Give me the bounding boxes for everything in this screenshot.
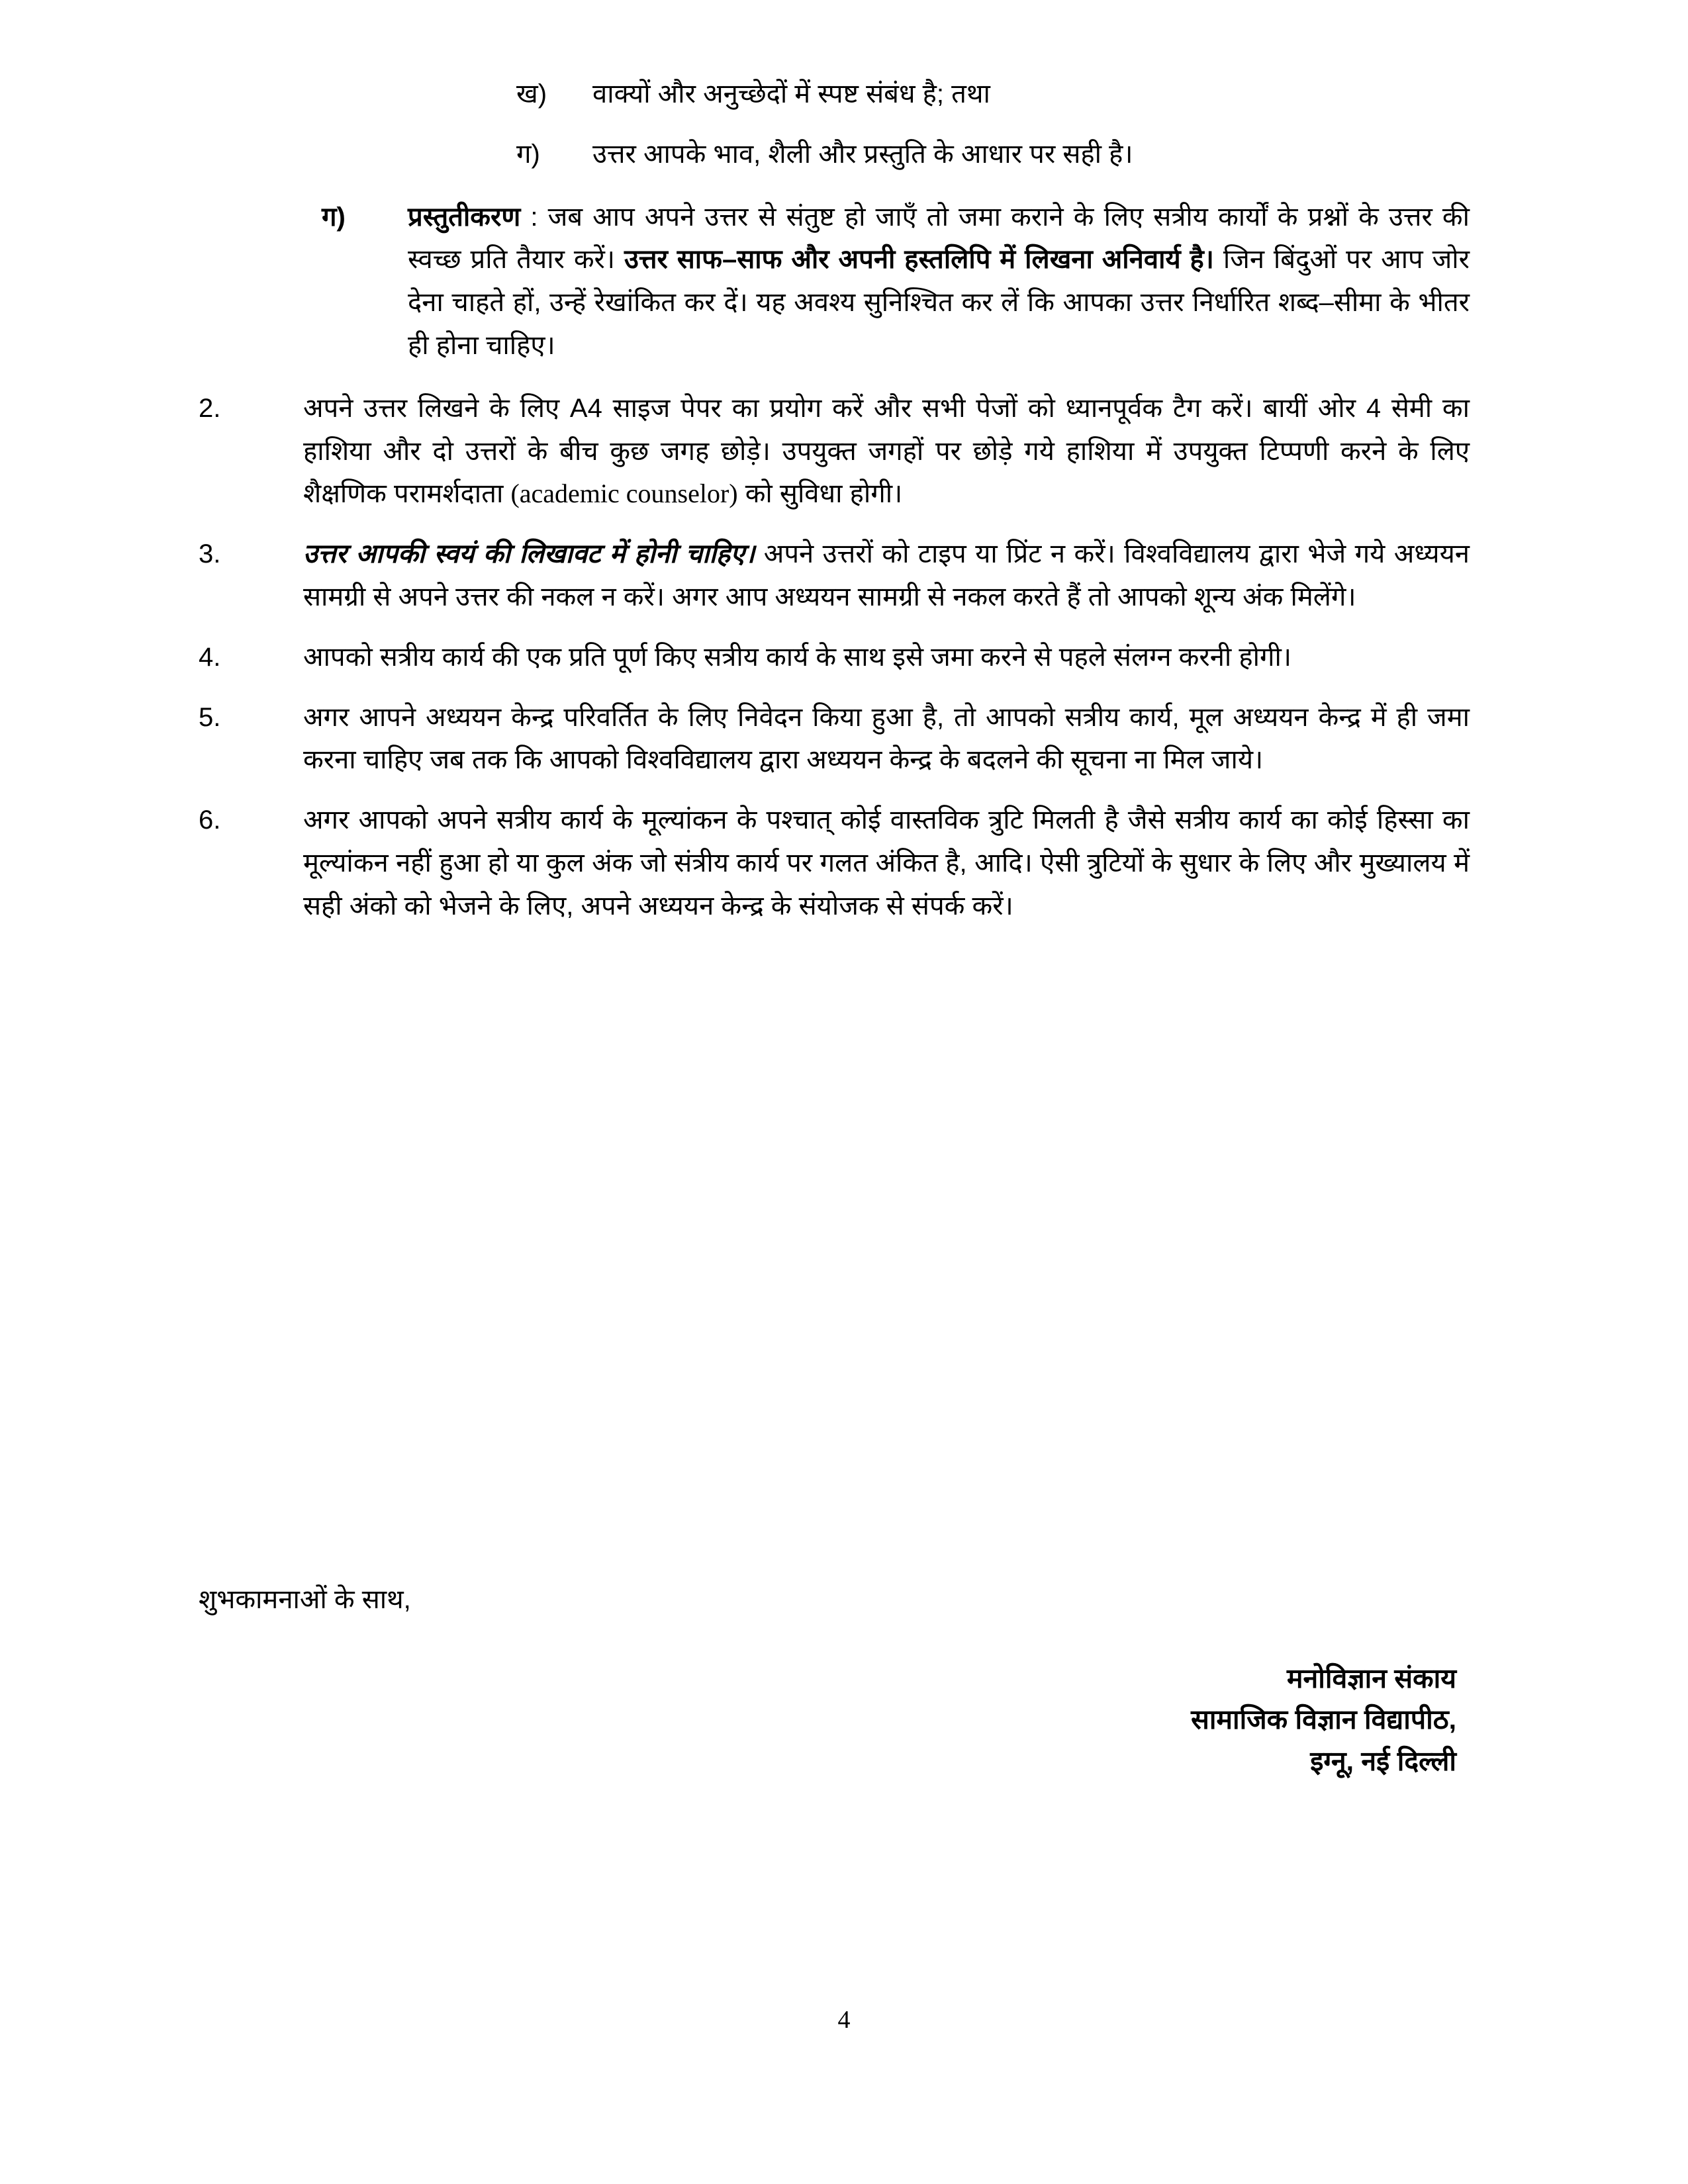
numbered-item-2-text xyxy=(303,387,1470,516)
signature-block xyxy=(1191,1658,1456,1782)
signature-line-school: सामाजिक विज्ञान विद्यापीठ, xyxy=(1191,1704,1456,1735)
item-ga-marker: ग) xyxy=(322,202,346,232)
item-ga-bold-emphasis: उत्तर साफ–साफ और अपनी हस्तलिपि में लिखना अनिवार्य है। xyxy=(624,245,1214,275)
numbered-item-4-text: आपको सत्रीय कार्य की एक प्रति पूर्ण किए सत्रीय कार्य के साथ इसे जमा करने से पहले संलग्न करनी होगी। xyxy=(303,642,1292,672)
numbered-item-4-marker: 4. xyxy=(199,642,221,672)
numbered-item-6-marker: 6. xyxy=(199,805,221,835)
numbered-item-4 xyxy=(199,636,1470,679)
numbered-item-2-marker: 2. xyxy=(199,393,221,423)
signature-line-faculty: मनोविज्ञान संकाय xyxy=(1287,1663,1456,1694)
numbered-item-6 xyxy=(199,799,1470,927)
numbered-item-2 xyxy=(199,387,1470,516)
item-ga-presentation xyxy=(322,196,1470,367)
numbered-item-3-emphasis: उत्तर आपकी स्वयं की लिखावट में होनी चाहिए। xyxy=(303,539,755,569)
numbered-item-3 xyxy=(199,533,1470,619)
numbered-item-5 xyxy=(199,696,1470,782)
subitem-kha-marker: ख) xyxy=(516,79,547,109)
numbered-item-3-marker: 3. xyxy=(199,539,221,569)
numbered-item-2-roman: (academic counselor) xyxy=(510,478,738,509)
page-number-footer: 4 xyxy=(837,2006,851,2034)
subitem-kha-text: वाक्यों और अनुच्छेदों में स्पष्ट संबंध है; तथा xyxy=(592,79,990,109)
subitem-ga xyxy=(516,133,1470,176)
numbered-item-3-part2: अपने उत्तरों को टाइप या प्रिंट न करें। विश्वविद्यालय द्वारा भेजे गये अध्ययन सामग्री से अपने उत्तर की नकल न करें। अगर आप अध्ययन सामग्री से नकल करते हैं तो आपको शून्य अंक मिलेंगे। xyxy=(303,539,1470,612)
item-ga-text-part2: जिन बिंदुओं पर आप जोर देना चाहते हों, उन्हें रेखांकित कर दें। यह अवश्य सुनिश्चित कर लें कि आपका उत्तर निर्धारित शब्द–सीमा के भीतर ही होना चाहिए। xyxy=(408,245,1470,360)
numbered-item-5-text: अगर आपने अध्ययन केन्द्र परिवर्तित के लिए निवेदन किया हुआ है, तो आपको सत्रीय कार्य, मूल अध्ययन केन्द्र में ही जमा करना चाहिए जब तक कि आपको विश्वविद्यालय द्वारा अध्ययन केन्द्र के बदलने की सूचना ना मिल जाये। xyxy=(303,702,1470,775)
numbered-item-3-text xyxy=(303,533,1470,619)
document-body xyxy=(199,73,1470,937)
closing-salutation: शुभकामनाओं के साथ, xyxy=(199,1585,411,1614)
subitem-kha xyxy=(516,73,1470,116)
item-ga-text xyxy=(408,196,1470,367)
subitem-ga-marker: ग) xyxy=(516,139,540,169)
item-ga-heading: प्रस्तुतीकरण xyxy=(408,202,521,232)
numbered-item-6-text: अगर आपको अपने सत्रीय कार्य के मूल्यांकन के पश्चात् कोई वास्तविक त्रुटि मिलती है जैसे सत्रीय कार्य का कोई हिस्सा का मूल्यांकन नहीं हुआ हो या कुल अंक जो संत्रीय कार्य पर गलत अंकित है, आदि। ऐसी त्रुटियों के सुधार के लिए और मुख्यालय में सही अंको को भेजने के लिए, अपने अध्ययन केन्द्र के संयोजक से संपर्क करें। xyxy=(303,805,1470,921)
item-ga-text-part1: : जब आप अपने उत्तर से संतुष्ट हो जाएँ तो जमा कराने के लिए सत्रीय कार्यों के प्रश्नों के उत्तर की स्वच्छ प्रति तैयार करें। xyxy=(408,202,1470,275)
numbered-item-2-part1: अपने उत्तर लिखने के लिए A4 साइज पेपर का प्रयोग करें और सभी पेजों को ध्यानपूर्वक टैग करें। बायीं ओर 4 सेमी का हाशिया और दो उत्तरों के बीच कुछ जगह छोड़े। उपयुक्त जगहों पर छोड़े गये हाशिया में उपयुक्त टिप्पणी करने के लिए शैक्षणिक परामर्शदाता xyxy=(303,393,1470,509)
subitem-ga-text: उत्तर आपके भाव, शैली और प्रस्तुति के आधार पर सही है। xyxy=(592,139,1133,169)
numbered-item-2-part2: को सुविधा होगी। xyxy=(737,479,903,509)
numbered-item-5-marker: 5. xyxy=(199,702,221,732)
signature-line-institution: इग्नू, नई दिल्ली xyxy=(1310,1745,1456,1776)
